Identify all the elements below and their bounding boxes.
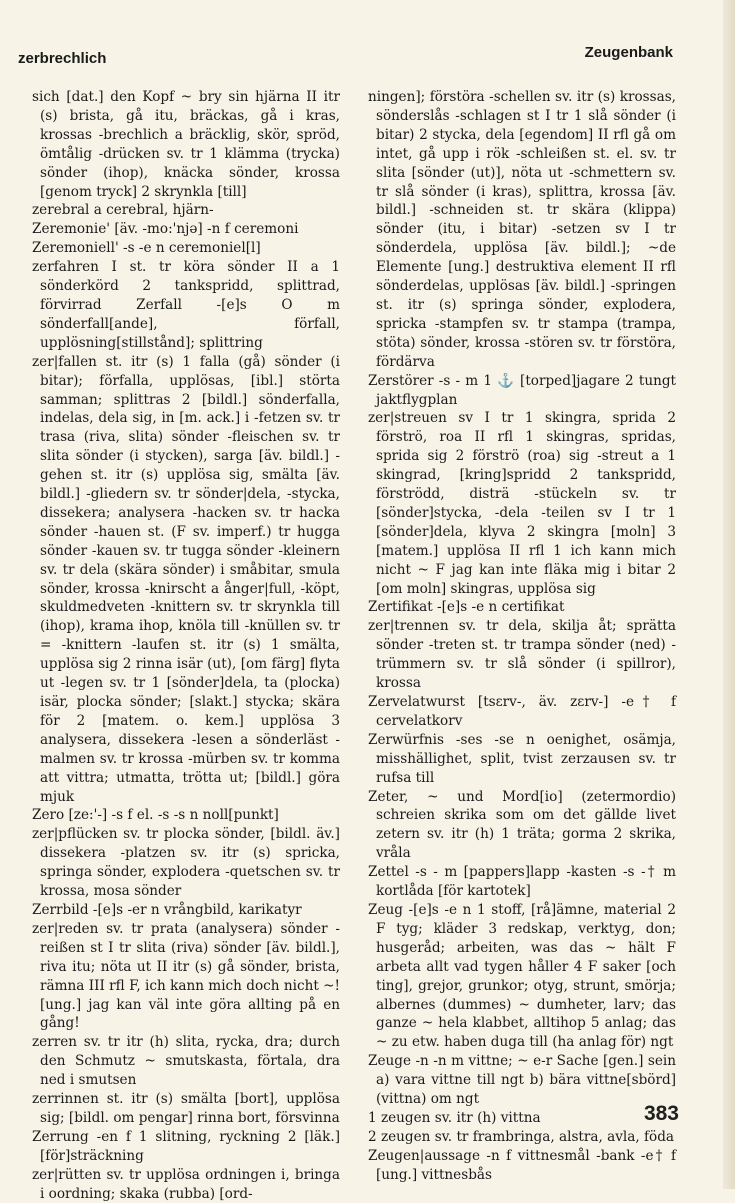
entry: Zeter, ~ und Mord[io] (zetermordio) schreien skrika som om det gällde livet zetern sv. itr (h) 1 träta; gorma 2 skrika, vråla <box>368 788 676 862</box>
entry: Zeugen|aussage -n f vittnesmål -bank -e† f [ung.] vittnesbås <box>368 1147 676 1183</box>
entry: zer|trennen sv. tr dela, skilja åt; sprätta sönder -treten st. tr trampa sönder (ned) -trümmern sv. tr slå sönder (i spillror), krossa <box>368 618 676 692</box>
entry: zer|rütten sv. tr upplösa ordningen i, bringa i oordning; skaka (rubba) [ord- <box>32 1166 340 1202</box>
entry: Zeremoniell' -s -e n ceremoniel[l] <box>32 240 261 257</box>
entry: 2 zeugen sv. tr frambringa, alstra, avla, föda <box>368 1128 675 1145</box>
entry: Zervelatwurst [tsɛrv-, äv. zɛrv-] -e† f cervelatkorv <box>368 694 676 729</box>
entry: Zertifikat -[e]s -e n certifikat <box>368 599 565 616</box>
entry: zer|pflücken sv. tr plocka sönder, [bildl. äv.] dissekera -platzen sv. itr (s) spricka, springa sönder, explodera -quetschen sv. tr krossa, mosa sönder <box>32 826 340 900</box>
entry: zer|fallen st. itr (s) 1 falla (gå) sönder (i bitar); förfalla, upplösas, [ibl.] störta samman; splittras 2 [bildl.] sönderfalla, indelas, dela sig, in [m. ack.] i -fetzen sv. tr trasa (riva, slita) sönder -fleischen sv. tr slita sönder (i stycken), sarga [äv. bildl.] -gehen st. itr (s) upplösa sig, smälta [äv. bildl.] -gliedern sv. tr sönder|dela, -stycka, dissekera; analysera -hacken sv. tr hacka sönder -hauen st. (F sv. imperf.) tr hugga sönder -kauen sv. tr tugga sönder -kleinern sv. tr dela (skära sönder) i småbitar, smula sönder, krossa -knirscht a ånger|full, -köpt, skuldmedveten -knittern sv. tr skrynkla till (ihop), krama ihop, knöla till -knüllen sv. tr = -knittern -laufen st. itr (s) 1 smälta, upplösa sig 2 rinna isär (ut), [om färg] flyta ut -legen sv. tr 1 [sönder]dela, ta (plocka) isär, plocka sönder; [slakt.] stycka; skära för 2 [matem. o. kem.] upplösa 3 analysera, dissekera -lesen a sönderläst -malmen sv. tr krossa -mürben sv. tr komma att vittra; utmatta, trötta ut; [bildl.] göra mjuk <box>32 353 340 805</box>
page-spine-shadow <box>723 0 735 1189</box>
entry: Zerrbild -[e]s -er n vrångbild, karikatyr <box>32 901 302 918</box>
entry: sich [dat.] den Kopf ~ bry sin hjärna II itr (s) brista, gå itu, bräckas, gå i kras, krossas -brechlich a bräcklig, skör, spröd, ömtålig -drücken sv. tr 1 klämma (trycka) sönder (ihop), knäcka sönder, krossa [genom tryck] 2 skrynkla [till] <box>32 89 340 200</box>
entry: Zeug -[e]s -e n 1 stoff, [rå]ämne, material 2 F tyg; kläder 3 redskap, verktyg, don; husgeråd; arbeiten, was das ~ hält F arbeta allt vad tygen håller 4 F saker [och ting], grejor, grunkor; otyg, strunt, smörja; albernes (dummes) ~ dumheter, larv; das ganze ~ hela klabbet, alltihop 5 anlag; das ~ zu etw. haben duga till (ha anlag för) ngt <box>368 901 676 1051</box>
left-column <box>32 88 340 1203</box>
page-number: 383 <box>643 1102 679 1125</box>
entry: Zerrung -en f 1 slitning, ryckning 2 [läk.] [för]sträckning <box>32 1128 340 1164</box>
entry: Zeremonie' [äv. -mo:'njə] -n f ceremoni <box>32 221 299 238</box>
entry: Zerwürfnis -ses -se n oenighet, osämja, misshällighet, split, tvist zerzausen sv. tr rufsa till <box>368 731 676 786</box>
entry: zerrinnen st. itr (s) smälta [bort], upplösa sig; [bildl. om pengar] rinna bort, försvinna <box>32 1091 340 1126</box>
entry: Zeuge -n -n m vittne; ~ e-r Sache [gen.] sein a) vara vittne till ngt b) bära vittne[sbörd] (vittna) om ngt <box>368 1053 676 1108</box>
header-guide-word-left: zerbrechlich <box>18 50 107 67</box>
entry: zer|reden sv. tr prata (analysera) sönder -reißen st I tr slita (riva) sönder [äv. bildl.], riva itu; nöta ut II itr (s) gå sönder, brista, rämna III rfl F, ich kann mich doch nicht ~! [ung.] jag kan väl inte göra allting på en gång! <box>32 920 340 1032</box>
entry: Zerstörer -s - m 1 ⚓ [torped]jagare 2 tungt jaktflygplan <box>368 372 676 408</box>
entry: zerren sv. tr itr (h) slita, rycka, dra; durch den Schmutz ~ smutskasta, förtala, dra ned i smutsen <box>32 1034 340 1089</box>
entry: ningen]; förstöra -schellen sv. itr (s) krossas, sönderslås -schlagen st I tr 1 slå sönder (i bitar) 2 stycka, dela [egendom] II rfl gå om intet, gå upp i rök -schleißen st. el. sv. tr slita [sönder (ut)], nöta ut -schmettern sv. tr slå sönder (i kras), splittra, krossa [äv. bildl.] -schneiden st. tr skära (klippa) sönder (itu, i bitar) -setzen sv I tr sönderdela, upplösa [äv. bildl.]; ~de Elemente [ung.] destruktiva element II rfl sönderdelas, upplösas [äv. bildl.] -springen st. itr (s) springa sönder, explodera, spricka -stampfen sv. tr stampa (trampa, stöta) sönder, krossa -stören sv. tr förstöra, fördärva <box>368 89 676 370</box>
header-guide-word-right: Zeugenbank <box>584 44 673 61</box>
entry: Zettel -s - m [pappers]lapp -kasten -s -† m kortlåda [för kartotek] <box>368 864 676 900</box>
page-header <box>18 44 673 72</box>
entry: zerebral a cerebral, hjärn- <box>32 202 214 219</box>
right-column <box>368 88 676 1185</box>
entry: Zero [ze:'-] -s f el. -s -s n noll[punkt] <box>32 807 279 824</box>
entry: 1 zeugen sv. itr (h) vittna <box>368 1109 541 1126</box>
entry: zer|streuen sv I tr 1 skingra, sprida 2 förströ, roa II rfl 1 skingras, spridas, sprida sig 2 förströ (roa) sig -streut a 1 skingrad, [kring]spridd 2 tankspridd, förströdd, disträ -stückeln sv. tr [sönder]stycka, -dela -teilen sv I tr 1 [sönder]dela, klyva 2 skingra [moln] 3 [matem.] upplösa II rfl 1 ich kann mich nicht ~ F jag kan inte fläka mig i bitar 2 [om moln] skingras, upplösa sig <box>368 410 676 597</box>
entry: zerfahren I st. tr köra sönder II a 1 sönderkörd 2 tankspridd, splittrad, förvirrad Zerfall -[e]s O m sönderfall[ande], förfall, upplösning[stillstånd]; splittring <box>32 259 340 351</box>
